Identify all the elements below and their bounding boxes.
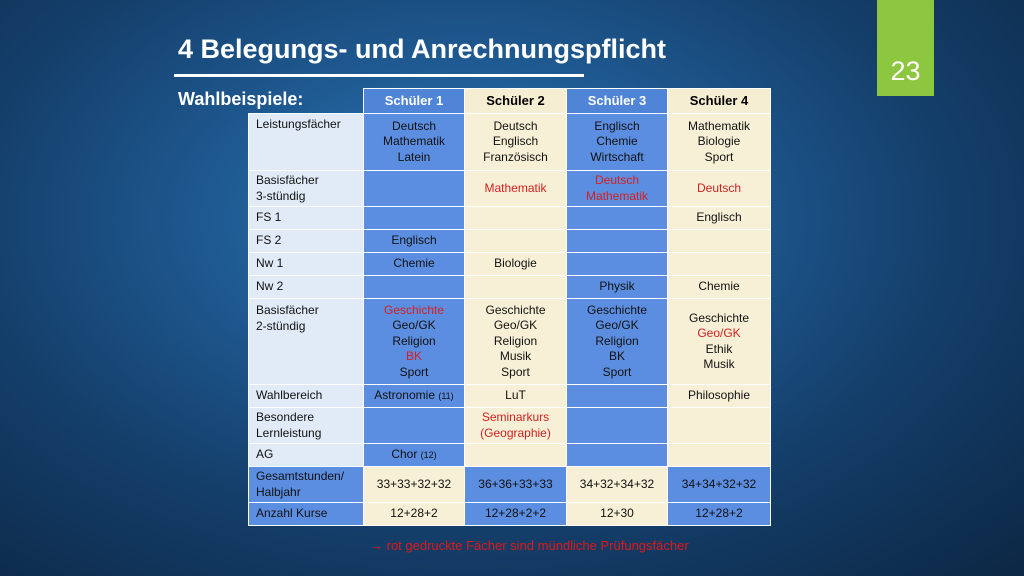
grade-note: (12) — [420, 449, 437, 460]
subject: Geo/GK — [392, 318, 436, 333]
grade-note: (11) — [438, 390, 454, 401]
cell-s4-basis3: Deutsch — [668, 171, 771, 207]
row-label-wahlbereich: Wahlbereich — [249, 385, 364, 408]
subject: Astronomie — [374, 387, 435, 402]
subtitle: Wahlbeispiele: — [178, 89, 304, 109]
cell-s1-anzahl: 12+28+2 — [364, 503, 465, 526]
subject: Geo/GK — [493, 318, 538, 333]
subject: Religion — [595, 333, 639, 348]
row-label-ag: AG — [249, 444, 364, 467]
subject: Sport — [399, 364, 429, 379]
row-label-anzahl: Anzahl Kurse — [249, 503, 364, 526]
cell-s4-nw1 — [668, 253, 771, 276]
table-row — [249, 299, 771, 385]
subject: Geschichte — [485, 302, 546, 317]
cell-s1-nw1: Chemie — [364, 253, 465, 276]
row-label-basis2: Basisfächer 2-stündig — [249, 299, 364, 385]
subject: BK — [405, 349, 422, 364]
cell-s4-leistung: Mathematik Biologie Sport — [668, 114, 771, 171]
cell-s3-leistung: Englisch Chemie Wirtschaft — [567, 114, 668, 171]
table-row — [249, 276, 771, 299]
row-label-nw1: Nw 1 — [249, 253, 364, 276]
cell-s1-basis2 — [364, 299, 465, 385]
cell-s4-gesamt: 34+34+32+32 — [668, 467, 771, 503]
cell-s4-bll — [668, 408, 771, 444]
header-student-2: Schüler 2 — [465, 89, 567, 114]
cell-s3-anzahl: 12+30 — [567, 503, 668, 526]
cell-s4-fs2 — [668, 230, 771, 253]
row-label-gesamtstunden: Gesamtstunden/ Halbjahr — [249, 467, 364, 503]
cell-s1-leistung: Deutsch Mathematik Latein — [364, 114, 465, 171]
cell-s4-basis2 — [668, 299, 771, 385]
row-label-fs1: FS 1 — [249, 207, 364, 230]
cell-s3-ag — [567, 444, 668, 467]
cell-s2-basis3: Mathematik — [465, 171, 567, 207]
title-underline — [174, 74, 584, 77]
header-student-3: Schüler 3 — [567, 89, 668, 114]
cell-s1-fs2: Englisch — [364, 230, 465, 253]
subject: Musik — [703, 357, 735, 371]
subject: BK — [608, 349, 625, 364]
table-row — [249, 230, 771, 253]
cell-s2-basis2 — [465, 299, 567, 385]
table-row — [249, 207, 771, 230]
cell-s3-gesamt: 34+32+34+32 — [567, 467, 668, 503]
cell-s2-wahl: LuT — [465, 385, 567, 408]
table-row — [249, 385, 771, 408]
row-label-fs2: FS 2 — [249, 230, 364, 253]
header-student-1: Schüler 1 — [364, 89, 465, 114]
cell-s3-wahl — [567, 385, 668, 408]
cell-s1-basis3 — [364, 171, 465, 207]
subject: Geschichte — [383, 302, 445, 317]
subject: Musik — [499, 349, 532, 364]
subject: Chor — [391, 446, 418, 461]
header-student-4: Schüler 4 — [668, 89, 771, 114]
cell-s2-bll: Seminarkurs (Geographie) — [465, 408, 567, 444]
subject: Sport — [501, 364, 530, 379]
table-header-row — [249, 89, 771, 114]
table-row — [249, 503, 771, 526]
table-row — [249, 408, 771, 444]
slide-title: 4 Belegungs- und Anrechnungspflicht — [178, 34, 667, 64]
cell-s2-anzahl: 12+28+2+2 — [465, 503, 567, 526]
cell-s2-gesamt: 36+36+33+33 — [465, 467, 567, 503]
cell-s4-wahl: Philosophie — [668, 385, 771, 408]
course-selection-table — [248, 88, 771, 526]
row-label-nw2: Nw 2 — [249, 276, 364, 299]
row-label-leistungsfaecher: Leistungsfächer — [249, 114, 364, 171]
cell-s3-fs2 — [567, 230, 668, 253]
subject: Geschichte — [688, 310, 750, 325]
row-label-bll: Besondere Lernleistung — [249, 408, 364, 444]
table-row — [249, 114, 771, 171]
cell-s1-ag — [364, 444, 465, 467]
cell-s2-fs1 — [465, 207, 567, 230]
cell-s4-nw2: Chemie — [668, 276, 771, 299]
cell-s4-fs1: Englisch — [668, 207, 771, 230]
cell-s3-basis2 — [567, 299, 668, 385]
page-number: 23 — [890, 56, 921, 86]
cell-s2-ag — [465, 444, 567, 467]
cell-s2-leistung: Deutsch Englisch Französisch — [465, 114, 567, 171]
cell-s3-basis3: Deutsch Mathematik — [567, 171, 668, 207]
cell-s1-nw2 — [364, 276, 465, 299]
subject: Geo/GK — [595, 318, 639, 333]
cell-s4-ag — [668, 444, 771, 467]
subject: Geschichte — [586, 302, 648, 317]
cell-s2-nw2 — [465, 276, 567, 299]
cell-s3-fs1 — [567, 207, 668, 230]
cell-s1-gesamt: 33+33+32+32 — [364, 467, 465, 503]
cell-s1-wahl — [364, 385, 465, 408]
table-row — [249, 253, 771, 276]
subject: Geo/GK — [697, 326, 741, 340]
table-row — [249, 444, 771, 467]
subject: Religion — [392, 333, 436, 348]
cell-s3-nw1 — [567, 253, 668, 276]
cell-s1-bll — [364, 408, 465, 444]
subject: Religion — [493, 333, 538, 348]
row-label-basis3: Basisfächer 3-stündig — [249, 171, 364, 207]
cell-s2-nw1: Biologie — [465, 253, 567, 276]
cell-s4-anzahl: 12+28+2 — [668, 503, 771, 526]
cell-s3-bll — [567, 408, 668, 444]
table-row — [249, 171, 771, 207]
footnote: → rot gedruckte Fächer sind mündliche Prüfungsfächer — [370, 538, 689, 553]
cell-s3-nw2: Physik — [567, 276, 668, 299]
cell-s2-fs2 — [465, 230, 567, 253]
subject: Sport — [602, 364, 632, 379]
subject: Ethik — [705, 341, 733, 356]
table-row — [249, 467, 771, 503]
cell-s1-fs1 — [364, 207, 465, 230]
